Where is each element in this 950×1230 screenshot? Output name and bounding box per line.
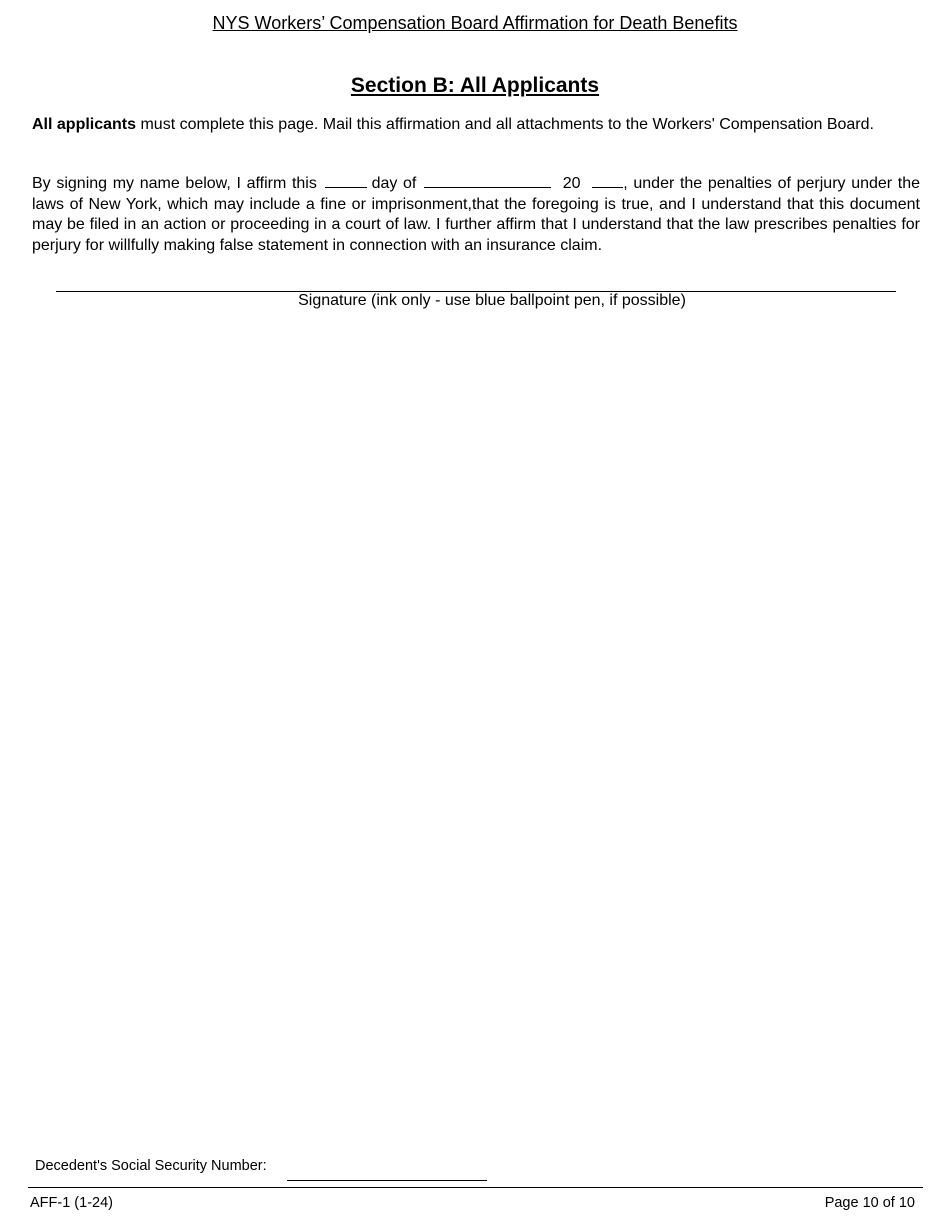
page-number: Page 10 of 10 <box>824 1195 915 1211</box>
affirm-text-part4: , under the penalties of perjury under the laws of New York, which may include a fine or imprisonment,that the foregoing is true, and I understand that this document may be filed in an action or proceeding in a court of law. I further affirm that I understand that the law prescribes penalties for perjury for willfully making false statement in connection with an insurance claim. <box>32 175 921 254</box>
section-title: Section B: All Applicants <box>350 74 600 97</box>
footer-divider <box>28 1187 923 1188</box>
month-field[interactable] <box>424 171 551 188</box>
ssn-field[interactable] <box>287 1180 487 1181</box>
document-header-title: NYS Workers’ Compensation Board Affirmation for Death Benefits <box>212 13 738 33</box>
day-field[interactable] <box>325 171 367 188</box>
form-id: AFF-1 (1-24) <box>30 1195 113 1211</box>
affirm-text-year-prefix: 20 <box>562 175 581 192</box>
affirm-text-part1: By signing my name below, I affirm this <box>32 175 317 192</box>
affirm-text-part2: day of <box>371 175 417 192</box>
year-field[interactable] <box>592 171 623 188</box>
signature-caption: Signature (ink only - use blue ballpoint pen, if possible) <box>298 292 686 309</box>
intro-bold-lead: All applicants <box>32 116 137 133</box>
ssn-label: Decedent's Social Security Number: <box>35 1158 267 1174</box>
intro-text: must complete this page. Mail this affirmation and all attachments to the Workers' Compensation Board. <box>136 116 874 133</box>
affirmation-paragraph <box>32 171 920 256</box>
intro-paragraph <box>32 115 922 135</box>
